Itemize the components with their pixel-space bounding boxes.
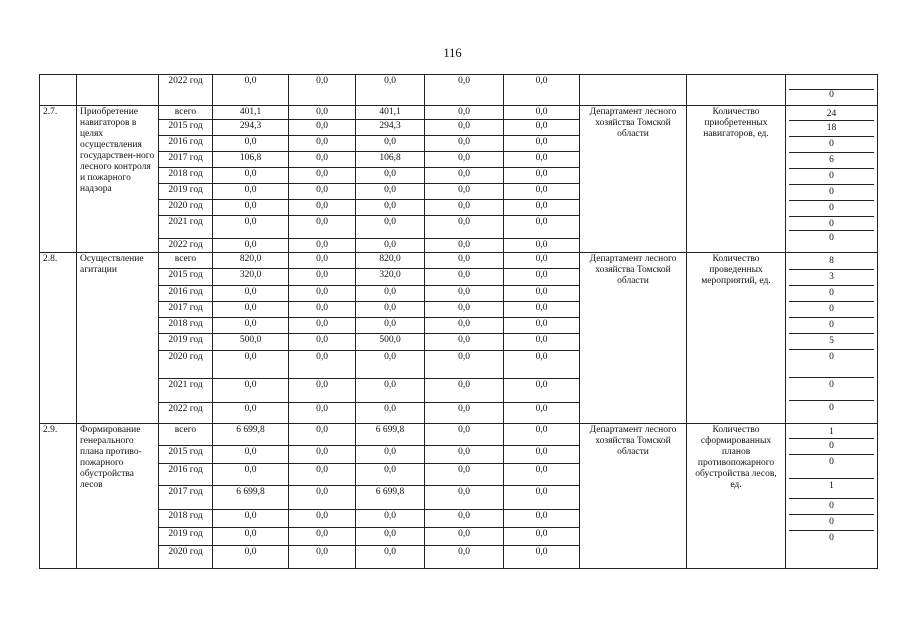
- value-cell: 0,0: [504, 216, 580, 239]
- indicator-values-cell: [786, 253, 878, 424]
- indicator-value: 3: [789, 270, 874, 286]
- value-cell: 0,0: [425, 106, 504, 120]
- value-cell: 0,0: [213, 168, 289, 184]
- value-cell: 0,0: [504, 168, 580, 184]
- indicator-name-cell: Количество проведенных мероприятий, ед.: [687, 253, 786, 424]
- value-cell: 820,0: [213, 253, 289, 269]
- value-cell: 0,0: [504, 184, 580, 200]
- empty-cell: [40, 75, 77, 106]
- value-cell: 0,0: [289, 216, 356, 239]
- indicator-value: 18: [789, 121, 874, 137]
- value-cell: 0,0: [504, 152, 580, 168]
- value-cell: 0,0: [425, 120, 504, 136]
- table-row: [40, 253, 878, 269]
- section-name: Формирование генерального плана противо-пожарного обустройства лесов: [77, 424, 159, 569]
- indicator-value: 0: [789, 185, 874, 201]
- year-cell: 2019 год: [159, 527, 213, 545]
- year-cell: 2020 год: [159, 350, 213, 379]
- value-cell: 0,0: [504, 509, 580, 527]
- value-cell: 0,0: [425, 285, 504, 301]
- value-cell: 0,0: [289, 184, 356, 200]
- value-cell: 0,0: [289, 545, 356, 568]
- value-cell: 0,0: [504, 527, 580, 545]
- table-row: [40, 75, 878, 106]
- value-cell: 0,0: [213, 446, 289, 464]
- value-cell: 0,0: [425, 486, 504, 509]
- value-cell: 0,0: [425, 269, 504, 285]
- value-cell: 0,0: [213, 200, 289, 216]
- value-cell: 6 699,8: [356, 486, 425, 509]
- value-cell: 0,0: [213, 239, 289, 253]
- value-cell: 0,0: [289, 379, 356, 402]
- value-cell: 0,0: [356, 545, 425, 568]
- value-cell: 0,0: [213, 136, 289, 152]
- value-cell: 0,0: [213, 301, 289, 317]
- value-cell: 0,0: [425, 184, 504, 200]
- year-cell: 2019 год: [159, 334, 213, 350]
- indicator-value: 0: [789, 455, 874, 479]
- value-cell: 0,0: [289, 402, 356, 423]
- year-cell: 2019 год: [159, 184, 213, 200]
- value-cell: 0,0: [289, 136, 356, 152]
- indicator-value: 0: [829, 90, 834, 100]
- year-cell: 2018 год: [159, 318, 213, 334]
- value-cell: 0,0: [356, 216, 425, 239]
- year-cell: 2022 год: [159, 402, 213, 423]
- section-name: Приобретение навигаторов в целях осуществления государствен-ного лесного контроля и пожарного надзора: [77, 106, 159, 253]
- indicator-value: 5: [789, 334, 874, 350]
- value-cell: 0,0: [425, 200, 504, 216]
- program-table: [39, 74, 878, 569]
- year-cell: 2020 год: [159, 200, 213, 216]
- year-cell: 2022 год: [159, 75, 213, 106]
- value-cell: 0,0: [356, 350, 425, 379]
- value-cell: 0,0: [356, 464, 425, 486]
- indicator-value: 0: [789, 302, 874, 318]
- indicator-value: 0: [789, 286, 874, 302]
- indicator-value: 0: [789, 515, 874, 531]
- year-cell: 2022 год: [159, 239, 213, 253]
- indicator-value: 0: [829, 533, 834, 543]
- value-cell: 0,0: [425, 216, 504, 239]
- value-cell: 106,8: [356, 152, 425, 168]
- value-cell: 0,0: [213, 285, 289, 301]
- value-cell: 0,0: [356, 402, 425, 423]
- value-cell: 0,0: [356, 527, 425, 545]
- executor-cell: Департамент лесного хозяйства Томской области: [580, 424, 687, 569]
- indicator-value: 0: [789, 378, 874, 401]
- year-cell: всего: [159, 106, 213, 120]
- value-cell: 0,0: [289, 120, 356, 136]
- value-cell: 0,0: [425, 301, 504, 317]
- value-cell: 0,0: [504, 239, 580, 253]
- value-cell: 0,0: [504, 402, 580, 423]
- value-cell: 0,0: [425, 168, 504, 184]
- value-cell: 0,0: [504, 350, 580, 379]
- value-cell: 294,3: [213, 120, 289, 136]
- value-cell: 106,8: [213, 152, 289, 168]
- value-cell: 0,0: [356, 184, 425, 200]
- value-cell: 0,0: [425, 350, 504, 379]
- year-cell: всего: [159, 424, 213, 446]
- value-cell: 294,3: [356, 120, 425, 136]
- indicator-values-cell: [786, 424, 878, 569]
- value-cell: 0,0: [356, 446, 425, 464]
- year-cell: 2017 год: [159, 152, 213, 168]
- indicator-value: 0: [829, 233, 834, 243]
- value-cell: 0,0: [425, 379, 504, 402]
- value-cell: 0,0: [213, 509, 289, 527]
- section-number: 2.8.: [40, 253, 77, 424]
- year-cell: 2016 год: [159, 464, 213, 486]
- indicator-value: 8: [789, 254, 874, 270]
- value-cell: 0,0: [504, 136, 580, 152]
- value-cell: 0,0: [289, 285, 356, 301]
- value-cell: 0,0: [425, 152, 504, 168]
- value-cell: 320,0: [356, 269, 425, 285]
- year-cell: 2015 год: [159, 269, 213, 285]
- value-cell: 0,0: [289, 424, 356, 446]
- value-cell: 0,0: [289, 253, 356, 269]
- value-cell: 0,0: [289, 269, 356, 285]
- value-cell: 0,0: [504, 318, 580, 334]
- value-cell: 0,0: [425, 334, 504, 350]
- value-cell: 0,0: [356, 239, 425, 253]
- executor-cell: Департамент лесного хозяйства Томской области: [580, 253, 687, 424]
- value-cell: 0,0: [425, 402, 504, 423]
- value-cell: 0,0: [504, 486, 580, 509]
- value-cell: 401,1: [356, 106, 425, 120]
- indicator-name-cell: Количество сформированных планов противопожарного обустройства лесов, ед.: [687, 424, 786, 569]
- value-cell: 0,0: [425, 136, 504, 152]
- value-cell: 0,0: [425, 527, 504, 545]
- value-cell: 0,0: [504, 545, 580, 568]
- value-cell: 0,0: [504, 253, 580, 269]
- value-cell: 0,0: [289, 446, 356, 464]
- year-cell: 2021 год: [159, 379, 213, 402]
- indicator-value: 0: [789, 499, 874, 515]
- value-cell: 0,0: [289, 350, 356, 379]
- value-cell: 0,0: [504, 75, 580, 106]
- value-cell: 0,0: [213, 350, 289, 379]
- value-cell: 0,0: [289, 200, 356, 216]
- value-cell: 6 699,8: [356, 424, 425, 446]
- value-cell: 0,0: [425, 545, 504, 568]
- value-cell: 0,0: [425, 464, 504, 486]
- executor-cell: Департамент лесного хозяйства Томской области: [580, 106, 687, 253]
- value-cell: 6 699,8: [213, 424, 289, 446]
- value-cell: 0,0: [356, 200, 425, 216]
- section-number: 2.7.: [40, 106, 77, 253]
- value-cell: 0,0: [425, 239, 504, 253]
- value-cell: 0,0: [213, 402, 289, 423]
- value-cell: 320,0: [213, 269, 289, 285]
- value-cell: 0,0: [356, 75, 425, 106]
- value-cell: 0,0: [289, 527, 356, 545]
- value-cell: 0,0: [425, 318, 504, 334]
- empty-cell: [580, 75, 687, 106]
- indicator-values-cell: [786, 75, 878, 106]
- value-cell: 0,0: [213, 527, 289, 545]
- value-cell: 0,0: [213, 545, 289, 568]
- value-cell: 0,0: [289, 239, 356, 253]
- indicator-value: 0: [789, 439, 874, 455]
- value-cell: 0,0: [356, 168, 425, 184]
- page-number: 116: [443, 46, 462, 60]
- value-cell: 0,0: [356, 301, 425, 317]
- value-cell: 0,0: [504, 200, 580, 216]
- value-cell: 0,0: [504, 301, 580, 317]
- indicator-value: 0: [789, 169, 874, 185]
- value-cell: 0,0: [504, 464, 580, 486]
- year-cell: 2018 год: [159, 509, 213, 527]
- value-cell: 0,0: [356, 509, 425, 527]
- value-cell: 6 699,8: [213, 486, 289, 509]
- table-body: [40, 75, 878, 569]
- year-cell: 2018 год: [159, 168, 213, 184]
- value-cell: 0,0: [504, 285, 580, 301]
- year-cell: 2020 год: [159, 545, 213, 568]
- value-cell: 0,0: [289, 334, 356, 350]
- value-cell: 0,0: [356, 136, 425, 152]
- indicator-value: 0: [789, 350, 874, 378]
- indicator-value: 1: [789, 425, 874, 439]
- value-cell: 0,0: [425, 509, 504, 527]
- value-cell: 500,0: [356, 334, 425, 350]
- indicator-value: [789, 76, 874, 90]
- table-row: [40, 424, 878, 446]
- value-cell: 0,0: [504, 379, 580, 402]
- value-cell: 0,0: [289, 486, 356, 509]
- indicator-value: 24: [789, 107, 874, 121]
- section-name: Осуществление агитации: [77, 253, 159, 424]
- empty-cell: [77, 75, 159, 106]
- value-cell: 0,0: [289, 75, 356, 106]
- indicator-value: 1: [789, 479, 874, 499]
- value-cell: 0,0: [356, 379, 425, 402]
- value-cell: 0,0: [289, 509, 356, 527]
- value-cell: 0,0: [504, 269, 580, 285]
- value-cell: 0,0: [213, 318, 289, 334]
- value-cell: 0,0: [504, 120, 580, 136]
- indicator-values-cell: [786, 106, 878, 253]
- year-cell: 2015 год: [159, 120, 213, 136]
- value-cell: 0,0: [425, 424, 504, 446]
- year-cell: 2017 год: [159, 486, 213, 509]
- year-cell: 2015 год: [159, 446, 213, 464]
- indicator-value: 0: [789, 137, 874, 153]
- value-cell: 0,0: [425, 75, 504, 106]
- value-cell: 0,0: [504, 106, 580, 120]
- year-cell: 2016 год: [159, 136, 213, 152]
- value-cell: 0,0: [356, 285, 425, 301]
- value-cell: 0,0: [289, 168, 356, 184]
- indicator-value: 0: [789, 318, 874, 334]
- value-cell: 0,0: [425, 446, 504, 464]
- value-cell: 0,0: [289, 301, 356, 317]
- value-cell: 0,0: [213, 75, 289, 106]
- year-cell: 2016 год: [159, 285, 213, 301]
- section-number: 2.9.: [40, 424, 77, 569]
- value-cell: 401,1: [213, 106, 289, 120]
- value-cell: 0,0: [289, 464, 356, 486]
- year-cell: всего: [159, 253, 213, 269]
- indicator-name-cell: Количество приобретенных навигаторов, ед.: [687, 106, 786, 253]
- table-row: [40, 106, 878, 120]
- value-cell: 0,0: [213, 379, 289, 402]
- empty-cell: [687, 75, 786, 106]
- indicator-value: 0: [789, 217, 874, 231]
- value-cell: 0,0: [289, 106, 356, 120]
- value-cell: 0,0: [213, 184, 289, 200]
- value-cell: 0,0: [425, 253, 504, 269]
- value-cell: 0,0: [213, 216, 289, 239]
- value-cell: 0,0: [289, 318, 356, 334]
- value-cell: 0,0: [504, 334, 580, 350]
- indicator-value: 0: [789, 201, 874, 217]
- indicator-value: 6: [789, 153, 874, 169]
- value-cell: 0,0: [504, 446, 580, 464]
- year-cell: 2017 год: [159, 301, 213, 317]
- year-cell: 2021 год: [159, 216, 213, 239]
- indicator-value: 0: [829, 403, 834, 413]
- value-cell: 0,0: [289, 152, 356, 168]
- value-cell: 0,0: [213, 464, 289, 486]
- value-cell: 500,0: [213, 334, 289, 350]
- value-cell: 0,0: [356, 318, 425, 334]
- value-cell: 0,0: [504, 424, 580, 446]
- value-cell: 820,0: [356, 253, 425, 269]
